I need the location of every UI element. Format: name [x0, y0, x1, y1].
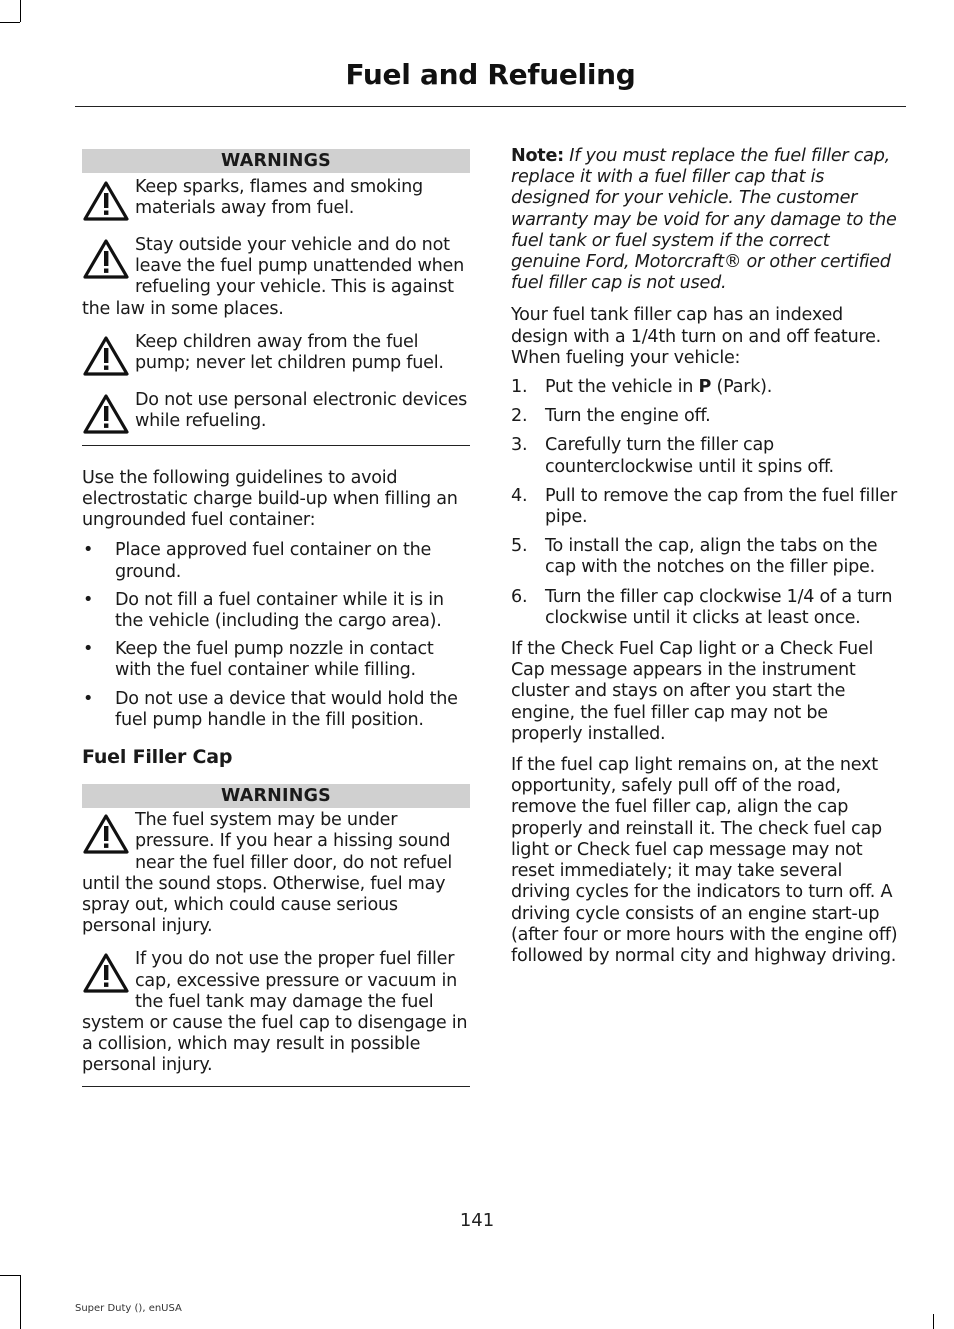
warnings-rule [82, 445, 470, 446]
warning-text: Stay outside your vehicle and do not leave the fuel pump unattended when refueling your vehicle. This is against the law in some places. [82, 235, 465, 319]
warning-triangle-icon [82, 392, 130, 436]
step-number: 4. [511, 485, 528, 506]
bullet-list [82, 540, 470, 731]
warnings-header: WARNINGS [82, 784, 470, 808]
warning-text: Keep children away from the fuel pump; never let children pump fuel. [135, 331, 444, 374]
list-item [82, 540, 470, 582]
warning-triangle-icon [82, 179, 130, 223]
bullet-mark: • [83, 688, 94, 709]
warning-text: The fuel system may be under pressure. If you hear a hissing sound near the fuel filler door, do not refuel until the sound stops. Otherwise, fuel may spray out, which could cause serious personal injury. [82, 810, 452, 937]
crop-mark [20, 0, 21, 22]
intro-paragraph: Use the following guidelines to avoid electrostatic charge build-up when filling an ungrounded fuel container: [82, 467, 458, 531]
list-item-text: Place approved fuel container on the ground. [115, 540, 432, 582]
warning-triangle-icon [82, 951, 130, 995]
list-item-text: Do not fill a fuel container while it is in the vehicle (including the cargo area). [115, 589, 444, 632]
step-text: (Park). [711, 377, 773, 398]
warning-text: Do not use personal electronic devices while refueling. [135, 389, 468, 432]
step-number: 3. [511, 435, 528, 456]
bullet-mark: • [83, 639, 94, 660]
list-item [511, 587, 903, 629]
crop-mark [0, 22, 20, 23]
list-item [511, 486, 903, 528]
warning-text: Keep sparks, flames and smoking materials away from fuel. [135, 177, 423, 219]
list-item [82, 590, 470, 632]
page-title: Fuel and Refueling [345, 58, 636, 91]
warning-item [82, 177, 470, 223]
note-label: Note: [511, 146, 564, 166]
list-item [511, 435, 903, 477]
step-number: 2. [511, 406, 528, 427]
crop-mark [933, 1314, 934, 1329]
step-text: Put the vehicle in [545, 377, 699, 398]
step-text: Turn the engine off. [545, 406, 711, 427]
page-number: 141 [459, 1210, 495, 1231]
warning-text: If you do not use the proper fuel filler cap, excessive pressure or vacuum in the fuel tank may damage the fuel system or cause the fuel cap to disengage in a collision, which may result in possible personal injury. [82, 949, 468, 1076]
warning-item [82, 390, 470, 436]
warnings-box [82, 784, 470, 1086]
warning-item [82, 235, 470, 320]
warnings-header: WARNINGS [82, 149, 470, 173]
note-paragraph [511, 146, 903, 294]
step-text: To install the cap, align the tabs on the cap with the notches on the filler pipe. [545, 536, 878, 578]
note-text: If you must replace the fuel filler cap, replace it with a fuel filler cap that is designed for your vehicle. The customer warranty may be void for any damage to the fuel tank or fuel system if the correct genuine Ford, Motorcraft® or other certified fuel filler cap is not used. [511, 146, 897, 294]
title-rule [75, 106, 906, 107]
warning-item [82, 810, 470, 937]
step-number: 6. [511, 586, 528, 607]
fuel-cap-light-paragraph: If the fuel cap light remains on, at the next opportunity, safely pull off of the road, remove the fuel filler cap, align the cap properly and reinstall it. The check fuel cap light or Check fuel cap message may not reset immediately; it may take several driving cycles for the indicators to turn off. A driving cycle consists of an engine start-up (after four or more hours with the engine off) followed by normal city and highway driving. [511, 755, 898, 966]
list-item [511, 536, 903, 578]
check-fuel-cap-paragraph: If the Check Fuel Cap light or a Check Fuel Cap message appears in the instrument cluster and stays on after you start the engine, the fuel filler cap may not be properly installed. [511, 639, 874, 744]
list-item-text: Keep the fuel pump nozzle in contact with the fuel container while filling. [115, 639, 434, 681]
list-item [511, 377, 903, 398]
warning-triangle-icon [82, 237, 130, 281]
step-text: Pull to remove the cap from the fuel filler pipe. [545, 485, 897, 528]
bullet-mark: • [83, 589, 94, 610]
step-text: Turn the filler cap clockwise 1/4 of a turn clockwise until it clicks at least once. [545, 586, 893, 628]
crop-mark [0, 1275, 20, 1276]
section-title: Fuel Filler Cap [82, 746, 233, 769]
footer-text: Super Duty (), enUSA [75, 1303, 182, 1314]
list-item [82, 639, 470, 681]
step-number: 1. [511, 377, 528, 398]
warning-item [82, 332, 470, 378]
left-column [82, 149, 470, 1087]
warnings-box [82, 149, 470, 446]
list-item [82, 689, 470, 731]
right-column [511, 146, 903, 967]
bullet-mark: • [83, 540, 94, 561]
list-item [511, 406, 903, 427]
steps-list [511, 377, 903, 629]
warning-triangle-icon [82, 334, 130, 378]
cap-intro-paragraph: Your fuel tank filler cap has an indexed design with a 1/4th turn on and off feature. When fueling your vehicle: [511, 305, 881, 368]
step-number: 5. [511, 536, 528, 557]
step-text: Carefully turn the filler cap counterclockwise until it spins off. [545, 435, 834, 477]
warning-triangle-icon [82, 812, 130, 856]
park-gear-label: P [698, 377, 712, 398]
warning-item [82, 949, 470, 1076]
list-item-text: Do not use a device that would hold the fuel pump handle in the fill position. [115, 688, 458, 730]
crop-mark [20, 1275, 21, 1329]
warnings-rule [82, 1086, 470, 1087]
